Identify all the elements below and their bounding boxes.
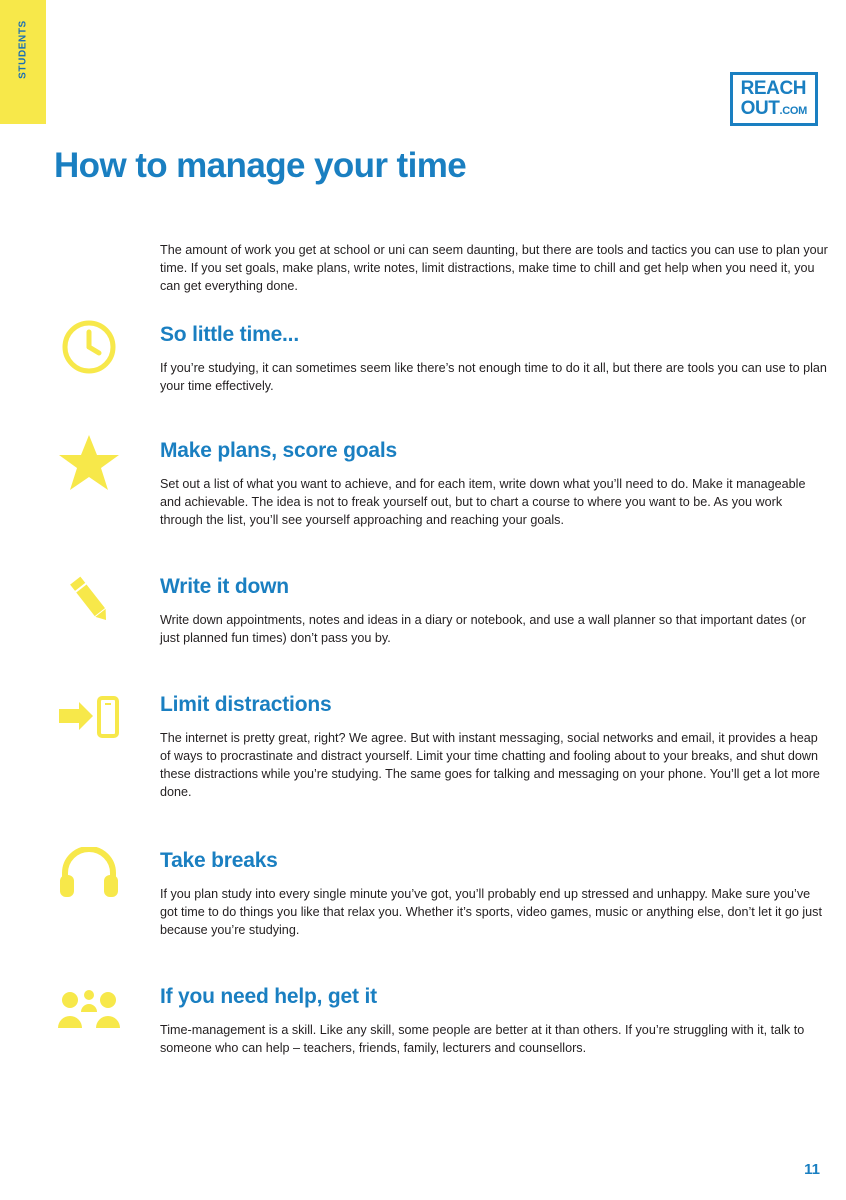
reachout-logo — [730, 72, 818, 126]
section-body: Set out a list of what you want to achieve, and for each item, write down what you’ll need to do. Make it manageable and achievable. The idea is not to freak yourself out, but to chart a course to where you want to be. As you work through the list, you’ll see yourself approaching and reaching your goals. — [160, 476, 806, 527]
section-get-help — [160, 985, 832, 1057]
section-body: The internet is pretty great, right? We agree. But with instant messaging, social networks and email, it provides a heap of ways to procrastinate and distract yourself. Limit your time chatting and fooling about to your breaks, and shut down these distractions while you’re studying. The same goes for talking and messaging on your phone. You’ll get a lot more done. — [160, 730, 820, 799]
students-side-tab — [0, 0, 46, 124]
intro-paragraph: The amount of work you get at school or uni can seem daunting, but there are tools and tactics you can use to plan your time. If you set goals, make plans, write notes, limit distractions, make time to chill and get help when you need it, you can get everything done. — [160, 242, 828, 293]
section-body: If you plan study into every single minute you’ve got, you’ll probably end up stressed and unhappy. Make sure you’ve got time to do things you like that relax you. Whether it’s sports, video games, music or anything else, don’t let it go just because you’re studying. — [160, 886, 822, 937]
section-heading: Take breaks — [160, 848, 278, 872]
section-take-breaks — [160, 849, 832, 939]
section-heading: Make plans, score goals — [160, 438, 398, 462]
section-heading: If you need help, get it — [160, 984, 377, 1008]
article-content — [160, 228, 832, 1079]
pencil-icon — [52, 569, 126, 629]
side-tab-label: STUDENTS — [17, 20, 29, 79]
logo-dotcom: .COM — [779, 105, 807, 117]
page-title: How to manage your time — [54, 146, 467, 185]
section-heading: So little time... — [160, 322, 299, 346]
section-write-it-down — [160, 575, 832, 647]
page-number: 11 — [804, 1161, 820, 1178]
logo-line-1: REACH — [740, 78, 807, 99]
section-so-little-time — [160, 323, 832, 395]
section-body: Write down appointments, notes and ideas in a diary or notebook, and use a wall planner so that important dates (or just planned fun times) don’t pass you by. — [160, 612, 806, 645]
people-icon — [52, 979, 126, 1039]
section-body: If you’re studying, it can sometimes seem like there’s not enough time to do it all, but there are tools you can use to plan your time effectively. — [160, 360, 827, 393]
phone-arrow-icon — [52, 687, 126, 747]
logo-line-2-wrap — [741, 99, 807, 118]
section-make-plans — [160, 439, 832, 529]
logo-line-2: OUT — [740, 98, 780, 119]
star-icon — [52, 433, 126, 493]
section-heading: Limit distractions — [160, 692, 332, 716]
section-body: Time-management is a skill. Like any skill, some people are better at it than others. If you’re struggling with it, talk to someone who can help – teachers, friends, family, lecturers and counsellors. — [160, 1022, 805, 1055]
section-limit-distractions — [160, 693, 832, 801]
headphones-icon — [52, 843, 126, 903]
section-heading: Write it down — [160, 574, 289, 598]
clock-icon — [52, 317, 126, 377]
